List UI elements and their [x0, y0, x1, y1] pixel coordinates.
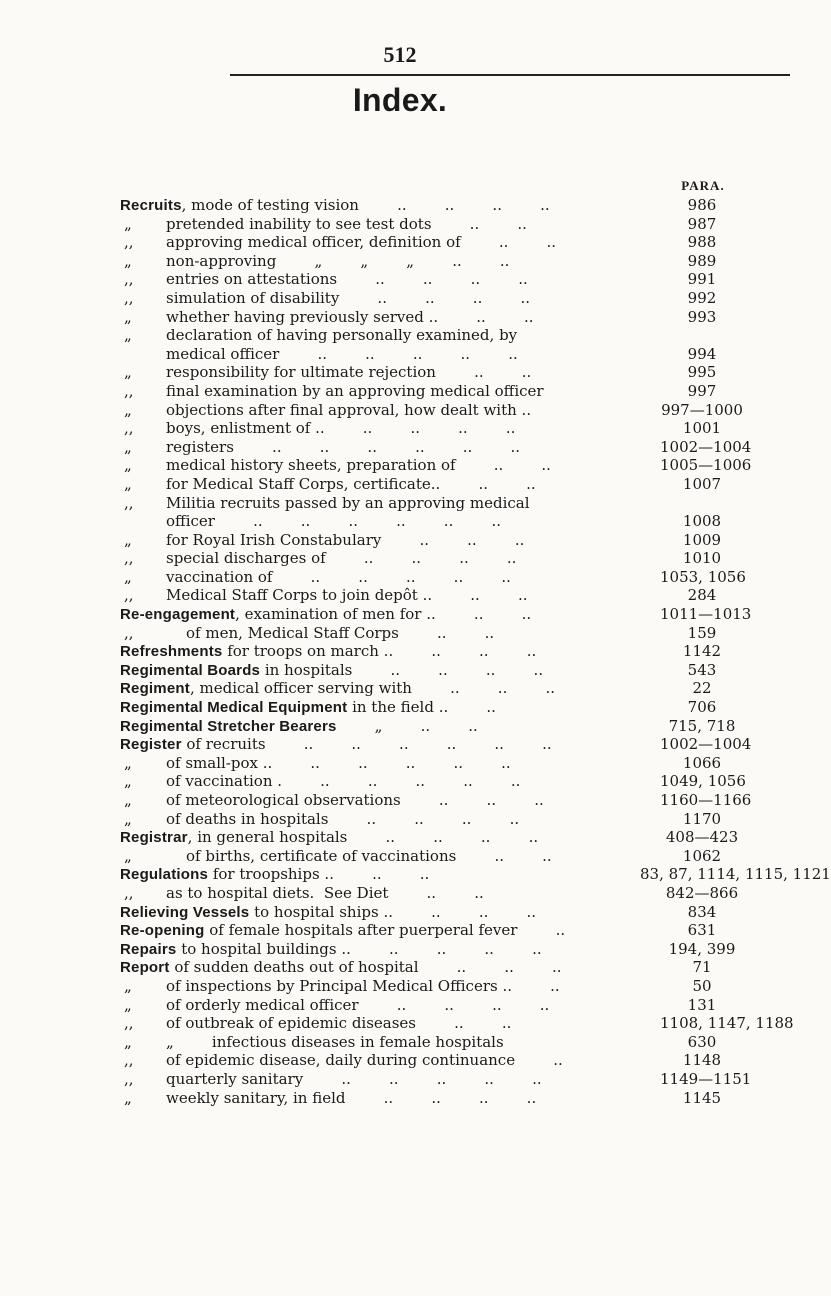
- entry-description: of inspections by Principal Medical Officers .. ..: [166, 976, 560, 995]
- entry-text: [124, 1014, 511, 1033]
- index-entry: [0, 958, 800, 977]
- entry-para-ref: 993: [687, 307, 717, 326]
- ditto-mark: „: [124, 530, 132, 549]
- index-entries: [0, 196, 831, 1107]
- entry-text: [120, 735, 552, 755]
- ditto-mark: ,,: [124, 233, 134, 252]
- ditto-mark: „: [124, 846, 132, 865]
- ditto-mark: „: [124, 809, 132, 828]
- entry-para-ref: 1007: [682, 474, 722, 493]
- index-entry: [0, 549, 800, 568]
- ditto-mark: ,,: [124, 270, 134, 289]
- entry-text: [120, 958, 562, 978]
- index-entry: [0, 977, 800, 996]
- entry-headword: Regimental Boards: [120, 661, 261, 679]
- entry-description: pretended inability to see test dots .. ..: [166, 214, 527, 233]
- entry-para-ref: 1149—1151: [660, 1069, 752, 1088]
- entry-description: officer .. .. .. .. .. ..: [166, 512, 502, 531]
- entry-para-ref: 1062: [682, 846, 722, 865]
- index-entry: [0, 233, 800, 252]
- entry-text: [124, 494, 530, 513]
- entry-description: boys, enlistment of .. .. .. .. ..: [166, 419, 516, 438]
- ditto-mark: ,,: [124, 381, 134, 400]
- entry-para-ref: 715, 718: [668, 716, 736, 735]
- entry-headword: Regiment: [120, 680, 190, 698]
- entry-description: of recruits .. .. .. .. .. ..: [181, 735, 552, 754]
- entry-para-ref: 1145: [682, 1088, 722, 1107]
- entry-text: [120, 679, 555, 699]
- index-entry: [0, 531, 800, 550]
- entry-para-ref: 1005—1006: [660, 456, 752, 475]
- entry-text: [124, 1033, 504, 1052]
- ditto-mark: „: [124, 995, 132, 1014]
- entry-para-ref: 991: [687, 270, 717, 289]
- index-entry: [0, 345, 800, 364]
- index-entry: [0, 401, 800, 420]
- entry-description: for Royal Irish Constabulary .. .. ..: [166, 530, 525, 549]
- page-number: 512: [383, 42, 417, 67]
- index-entry: [0, 363, 800, 382]
- entry-text: [120, 921, 565, 941]
- entry-text: [120, 605, 531, 625]
- entry-description: for troopships .. .. ..: [208, 865, 430, 884]
- entry-description: „ infectious diseases in female hospitals: [166, 1032, 504, 1051]
- ditto-mark: „: [124, 437, 132, 456]
- entry-text: [124, 568, 511, 587]
- ditto-mark: ,,: [124, 549, 134, 568]
- entry-headword: Regimental Stretcher Bearers: [120, 717, 337, 735]
- index-entry: [0, 196, 800, 215]
- entry-text: [124, 549, 516, 568]
- ditto-mark: „: [124, 363, 132, 382]
- entry-para-ref: 1010: [682, 549, 722, 568]
- entry-para-ref: 630: [687, 1032, 717, 1051]
- entry-description: medical officer .. .. .. .. ..: [166, 344, 518, 363]
- index-entry: [0, 996, 800, 1015]
- entry-text: [124, 847, 552, 866]
- ditto-mark: ,,: [124, 419, 134, 438]
- entry-text: [124, 438, 520, 457]
- entry-para-ref: 1002—1004: [660, 735, 752, 754]
- index-entry: [0, 438, 800, 457]
- ditto-mark: „: [124, 791, 132, 809]
- entry-description: of sudden deaths out of hospital .. .. ..: [169, 958, 562, 977]
- entry-description: quarterly sanitary .. .. .. .. ..: [166, 1069, 542, 1088]
- entry-description: simulation of disability .. .. .. ..: [166, 288, 531, 307]
- entry-text: [124, 419, 515, 438]
- index-entry: [0, 1051, 800, 1070]
- ditto-mark: ,,: [124, 493, 134, 512]
- entry-description: for Medical Staff Corps, certificate.. .. ..: [166, 474, 536, 493]
- page-title: Index.: [352, 82, 448, 118]
- entry-description: of births, certificate of vaccinations .. ..: [186, 846, 552, 865]
- entry-text: [120, 903, 536, 923]
- entry-description: of men, Medical Staff Corps .. ..: [186, 623, 495, 642]
- entry-description: in the field .. ..: [347, 698, 496, 717]
- index-entry: [0, 754, 800, 773]
- entry-text: [124, 308, 534, 327]
- entry-description: objections after final approval, how dealt with ..: [166, 400, 532, 419]
- entry-para-ref: 994: [687, 344, 717, 363]
- index-entry: [0, 270, 800, 289]
- ditto-mark: „: [124, 567, 132, 586]
- ditto-mark: „: [124, 307, 132, 326]
- entry-para-ref: 997: [687, 381, 717, 400]
- entry-text: [124, 884, 484, 903]
- index-entry: [0, 456, 800, 475]
- index-entry: [0, 494, 800, 513]
- entry-text: [124, 996, 549, 1015]
- entry-para-ref: 995: [687, 363, 717, 382]
- entry-text: [124, 791, 544, 810]
- index-entry: [0, 772, 800, 791]
- para-column-heading: PARA.: [681, 178, 725, 193]
- entry-para-ref: 706: [687, 698, 717, 717]
- entry-para-ref: 194, 399: [668, 939, 736, 958]
- entry-description: weekly sanitary, in field .. .. .. ..: [166, 1088, 537, 1107]
- entry-description: non-approving „ „ „ .. ..: [166, 251, 510, 270]
- ditto-mark: ,,: [124, 1014, 134, 1033]
- entry-text: [124, 456, 551, 475]
- entry-text: [124, 233, 556, 252]
- index-entry: [0, 252, 800, 271]
- entry-description: of deaths in hospitals .. .. .. ..: [166, 809, 520, 828]
- entry-description: registers .. .. .. .. .. ..: [166, 437, 521, 456]
- entry-description: of vaccination . .. .. .. .. ..: [166, 772, 521, 791]
- entry-para-ref: 1053, 1056: [660, 567, 746, 586]
- entry-para-ref: 1108, 1147, 1188: [660, 1014, 794, 1033]
- ditto-mark: ,,: [124, 1051, 134, 1070]
- entry-para-ref: 1011—1013: [660, 605, 752, 624]
- entry-description: as to hospital diets. See Diet .. ..: [166, 883, 484, 902]
- ditto-mark: „: [124, 1088, 132, 1107]
- entry-text: [124, 326, 517, 345]
- entry-text: [120, 698, 496, 718]
- entry-description: of epidemic disease, daily during continuance ..: [166, 1051, 563, 1070]
- entry-para-ref: 1160—1166: [660, 791, 752, 809]
- entry-text: [120, 865, 429, 885]
- entry-para-ref: 1170: [682, 809, 722, 828]
- entry-description: medical history sheets, preparation of .. ..: [166, 456, 551, 475]
- index-entry: [0, 865, 831, 884]
- entry-headword: Register: [120, 736, 182, 754]
- entry-text: [120, 828, 538, 848]
- entry-text: [124, 624, 494, 643]
- entry-para-ref: 1066: [682, 753, 722, 772]
- index-entry: [0, 1070, 800, 1089]
- entry-text: [124, 586, 528, 605]
- entry-para-ref: 22: [692, 679, 712, 698]
- entry-para-ref: 986: [687, 196, 717, 214]
- ditto-mark: „: [124, 976, 132, 995]
- entry-text: [124, 475, 536, 494]
- entry-description: of female hospitals after puerperal fever ..: [204, 921, 566, 940]
- entry-para-ref: 408—423: [665, 828, 739, 847]
- index-entry: [0, 884, 800, 903]
- entry-text: [120, 196, 550, 216]
- entry-para-ref: 1001: [682, 419, 722, 438]
- entry-text: [124, 1070, 542, 1089]
- entry-text: [120, 661, 543, 681]
- entry-description: declaration of having personally examined, by: [166, 326, 518, 345]
- entry-description: of meteorological observations .. .. ..: [166, 791, 544, 809]
- entry-headword: Regimental Medical Equipment: [120, 699, 348, 717]
- ditto-mark: ,,: [124, 883, 134, 902]
- ditto-mark: „: [124, 772, 132, 791]
- entry-description: of orderly medical officer .. .. .. ..: [166, 995, 550, 1014]
- entry-para-ref: 989: [687, 251, 717, 270]
- entry-para-ref: 631: [687, 921, 717, 940]
- entry-text: [166, 512, 501, 531]
- ditto-mark: „: [124, 1032, 132, 1051]
- entry-text: [124, 401, 531, 420]
- entry-para-ref: 987: [687, 214, 717, 233]
- entry-para-ref: 834: [687, 902, 717, 921]
- entry-description: for troops on march .. .. .. ..: [222, 642, 537, 661]
- entry-headword: Regulations: [120, 866, 209, 884]
- index-entry: [0, 903, 800, 922]
- entry-description: to hospital buildings .. .. .. .. ..: [176, 939, 542, 958]
- entry-description: final examination by an approving medical officer: [166, 381, 544, 400]
- entry-para-ref: 997—1000: [661, 400, 743, 419]
- ditto-mark: „: [124, 456, 132, 475]
- entry-text: [124, 772, 520, 791]
- entry-description: Medical Staff Corps to join depôt .. .. ..: [166, 586, 528, 605]
- index-entry: [0, 419, 800, 438]
- index-entry: [0, 326, 800, 345]
- entry-headword: Relieving Vessels: [120, 903, 250, 921]
- entry-description: special discharges of .. .. .. ..: [166, 549, 517, 568]
- index-entry: [0, 512, 800, 531]
- ditto-mark: ,,: [124, 586, 134, 605]
- entry-description: in hospitals .. .. .. ..: [260, 660, 544, 679]
- entry-para-ref: 83, 87, 1114, 1115, 1121: [640, 865, 831, 884]
- entry-text: [124, 363, 531, 382]
- index-entry: [0, 698, 800, 717]
- index-entry: [0, 717, 800, 736]
- index-entry: [0, 605, 800, 624]
- entry-text: [124, 531, 524, 550]
- index-entry: [0, 1033, 800, 1052]
- entry-para-ref: 992: [687, 288, 717, 307]
- entry-description: entries on attestations .. .. .. ..: [166, 270, 528, 289]
- ditto-mark: „: [124, 326, 132, 345]
- header-rule: [230, 74, 790, 76]
- index-entry: [0, 921, 800, 940]
- index-entry: [0, 382, 800, 401]
- entry-text: [124, 1089, 536, 1108]
- entry-para-ref: 159: [687, 623, 717, 642]
- index-entry: [0, 661, 800, 680]
- entry-headword: Re-opening: [120, 922, 205, 940]
- entry-text: [124, 215, 527, 234]
- entry-text: [124, 754, 511, 773]
- index-entry: [0, 624, 800, 643]
- entry-description: , medical officer serving with .. .. ..: [189, 679, 556, 698]
- entry-text: [124, 1051, 563, 1070]
- entry-text: [166, 345, 518, 364]
- entry-description: of outbreak of epidemic diseases .. ..: [166, 1014, 512, 1033]
- ditto-mark: „: [124, 251, 132, 270]
- entry-description: „ .. ..: [336, 716, 478, 735]
- entry-text: [124, 382, 544, 401]
- entry-description: of small-pox .. .. .. .. .. ..: [166, 753, 511, 772]
- entry-description: approving medical officer, definition of .. ..: [166, 233, 557, 252]
- index-entry: [0, 940, 800, 959]
- entry-text: [124, 270, 528, 289]
- index-entry: [0, 791, 800, 810]
- entry-description: to hospital ships .. .. .. ..: [249, 902, 537, 921]
- entry-description: whether having previously served .. .. ..: [166, 307, 534, 326]
- index-entry: [0, 475, 800, 494]
- index-entry: [0, 847, 800, 866]
- entry-para-ref: 1142: [682, 642, 722, 661]
- ditto-mark: „: [124, 753, 132, 772]
- ditto-mark: „: [124, 474, 132, 493]
- index-entry: [0, 568, 800, 587]
- entry-text: [120, 642, 536, 662]
- entry-headword: Refreshments: [120, 643, 223, 661]
- entry-para-ref: 543: [687, 660, 717, 679]
- entry-description: vaccination of .. .. .. .. ..: [166, 567, 511, 586]
- entry-description: , examination of men for .. .. ..: [235, 605, 532, 624]
- ditto-mark: ,,: [124, 1069, 134, 1088]
- entry-text: [124, 252, 509, 271]
- index-entry: [0, 642, 800, 661]
- entry-description: , in general hospitals .. .. .. ..: [187, 828, 539, 847]
- index-entry: [0, 810, 800, 829]
- entry-para-ref: 131: [687, 995, 717, 1014]
- entry-headword: Repairs: [120, 940, 177, 958]
- index-entry: [0, 735, 800, 754]
- entry-text: [124, 289, 530, 308]
- index-entry: [0, 679, 800, 698]
- entry-para-ref: 1008: [682, 512, 722, 531]
- entry-description: Militia recruits passed by an approving medical: [166, 493, 530, 512]
- entry-para-ref: 71: [692, 958, 712, 977]
- entry-headword: Registrar: [120, 829, 188, 847]
- entry-text: [120, 717, 478, 737]
- entry-para-ref: 284: [687, 586, 717, 605]
- index-entry: [0, 1089, 800, 1108]
- index-entry: [0, 586, 800, 605]
- entry-headword: Report: [120, 959, 170, 977]
- entry-para-ref: 1009: [682, 530, 722, 549]
- index-entry: [0, 1014, 800, 1033]
- entry-headword: Recruits: [120, 197, 182, 214]
- entry-description: , mode of testing vision .. .. .. ..: [181, 196, 550, 214]
- entry-text: [124, 977, 560, 996]
- ditto-mark: „: [124, 400, 132, 419]
- entry-para-ref: 1049, 1056: [660, 772, 746, 791]
- entry-text: [120, 940, 542, 960]
- index-entry: [0, 308, 800, 327]
- index-entry: [0, 289, 800, 308]
- ditto-mark: ,,: [124, 288, 134, 307]
- entry-text: [124, 810, 519, 829]
- entry-para-ref: 988: [687, 233, 717, 252]
- entry-para-ref: 842—866: [665, 883, 739, 902]
- index-entry: [0, 215, 800, 234]
- entry-para-ref: 1148: [682, 1051, 722, 1070]
- ditto-mark: ,,: [124, 623, 134, 642]
- index-entry: [0, 828, 800, 847]
- entry-headword: Re-engagement: [120, 606, 236, 624]
- entry-para-ref: 50: [692, 976, 712, 995]
- entry-description: responsibility for ultimate rejection .. ..: [166, 363, 532, 382]
- entry-para-ref: 1002—1004: [660, 437, 752, 456]
- ditto-mark: „: [124, 214, 132, 233]
